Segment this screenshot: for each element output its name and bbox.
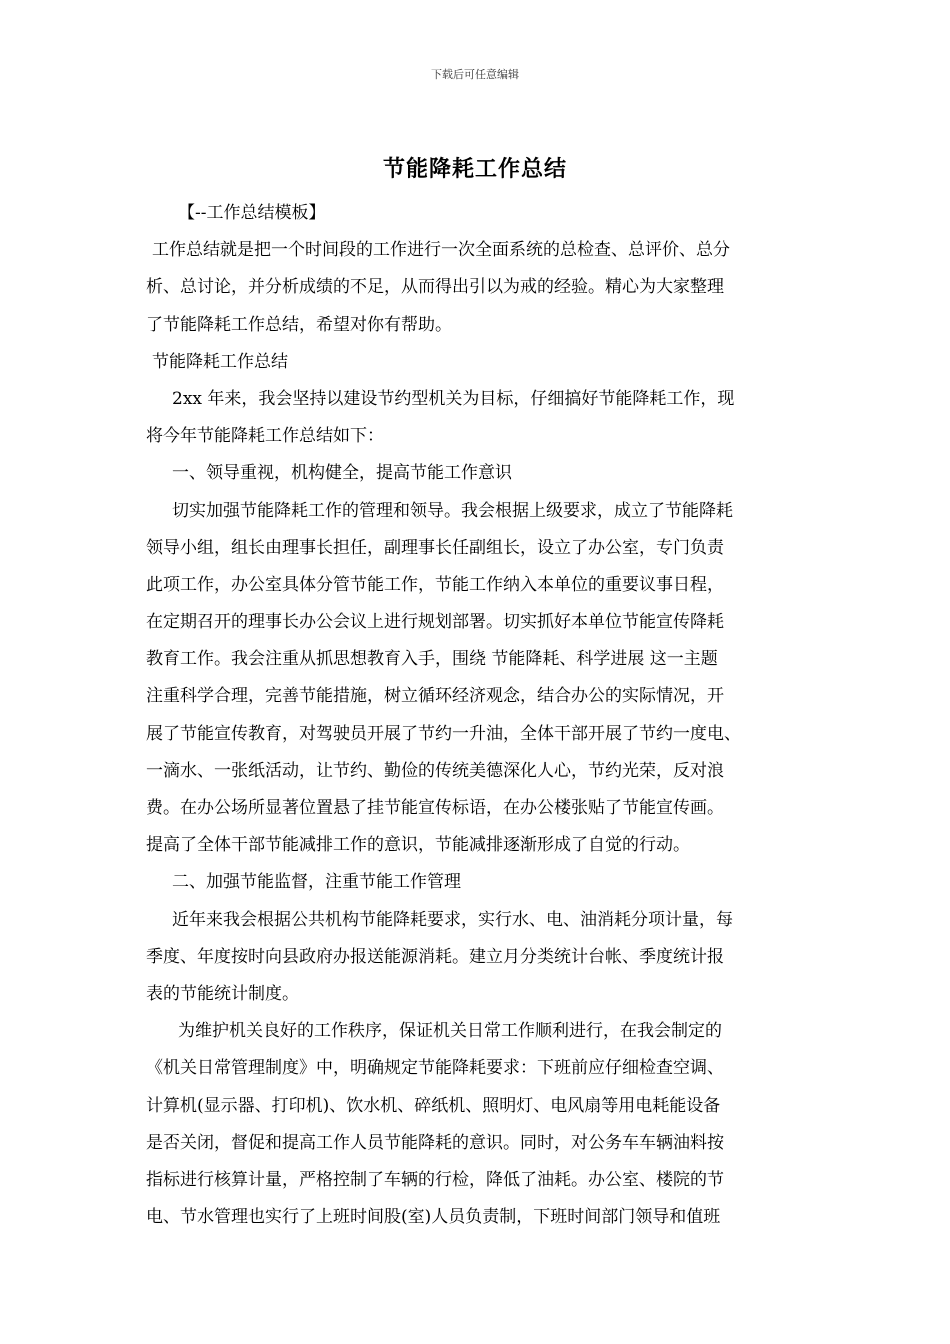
text-line: 教育工作。我会注重从抓思想教育入手，围绕 节能降耗、科学进展 这一主题 (146, 649, 718, 670)
text-line: 近年来我会根据公共机构节能降耗要求，实行水、电、油消耗分项计量，每 (172, 909, 733, 930)
text-line: 表的节能统计制度。 (146, 983, 299, 1004)
text-line: 析、总讨论，并分析成绩的不足，从而得出引以为戒的经验。精心为大家整理 (146, 277, 724, 298)
text-line: 此项工作，办公室具体分管节能工作，节能工作纳入本单位的重要议事日程， (146, 574, 724, 595)
text-line: 二、加强节能监督，注重节能工作管理 (172, 872, 461, 893)
text-line: 展了节能宣传教育，对驾驶员开展了节约一升油，全体干部开展了节约一度电、 (146, 723, 741, 744)
text-line: 一滴水、一张纸活动，让节约、勤俭的传统美德深化人心，节约光荣，反对浪 (146, 760, 724, 781)
text-line: 领导小组，组长由理事长担任，副理事长任副组长，设立了办公室，专门负责 (146, 537, 724, 558)
text-line: 切实加强节能降耗工作的管理和领导。我会根据上级要求，成立了节能降耗 (172, 500, 733, 521)
text-line: 提高了全体干部节能减排工作的意识，节能减排逐渐形成了自觉的行动。 (146, 835, 690, 856)
text-line: 了节能降耗工作总结，希望对你有帮助。 (146, 314, 452, 335)
text-line: 2xx 年来，我会坚持以建设节约型机关为目标，仔细搞好节能降耗工作，现 (172, 388, 735, 409)
text-line: 节能降耗工作总结 (152, 351, 288, 372)
text-line: 指标进行核算计量，严格控制了车辆的行检，降低了油耗。办公室、楼院的节 (146, 1169, 724, 1190)
header-note: 下载后可任意编辑 (431, 68, 519, 81)
text-line: 为维护机关良好的工作秩序，保证机关日常工作顺利进行，在我会制定的 (178, 1021, 722, 1042)
text-line: 【--工作总结模板】 (178, 203, 326, 223)
text-line: 季度、年度按时向县政府办报送能源消耗。建立月分类统计台帐、季度统计报 (146, 946, 724, 967)
text-line: 工作总结就是把一个时间段的工作进行一次全面系统的总检查、总评价、总分 (152, 240, 730, 261)
text-line: 注重科学合理，完善节能措施，树立循环经济观念，结合办公的实际情况，开 (146, 686, 724, 707)
text-line: 电、节水管理也实行了上班时间股(室)人员负责制，下班时间部门领导和值班 (146, 1207, 721, 1228)
text-line: 《机关日常管理制度》中，明确规定节能降耗要求：下班前应仔细检查空调、 (146, 1058, 724, 1079)
text-line: 一、领导重视，机构健全，提高节能工作意识 (172, 463, 512, 484)
text-line: 计算机(显示器、打印机)、饮水机、碎纸机、照明灯、电风扇等用电耗能设备 (146, 1095, 721, 1116)
text-line: 是否关闭，督促和提高工作人员节能降耗的意识。同时，对公务车车辆油料按 (146, 1132, 724, 1153)
text-line: 将今年节能降耗工作总结如下： (146, 426, 384, 447)
text-line: 在定期召开的理事长办公会议上进行规划部署。切实抓好本单位节能宣传降耗 (146, 612, 724, 633)
document-body (146, 195, 810, 1236)
document-title: 节能降耗工作总结 (382, 156, 567, 182)
text-line: 费。在办公场所显著位置悬了挂节能宣传标语，在办公楼张贴了节能宣传画。 (146, 798, 724, 818)
